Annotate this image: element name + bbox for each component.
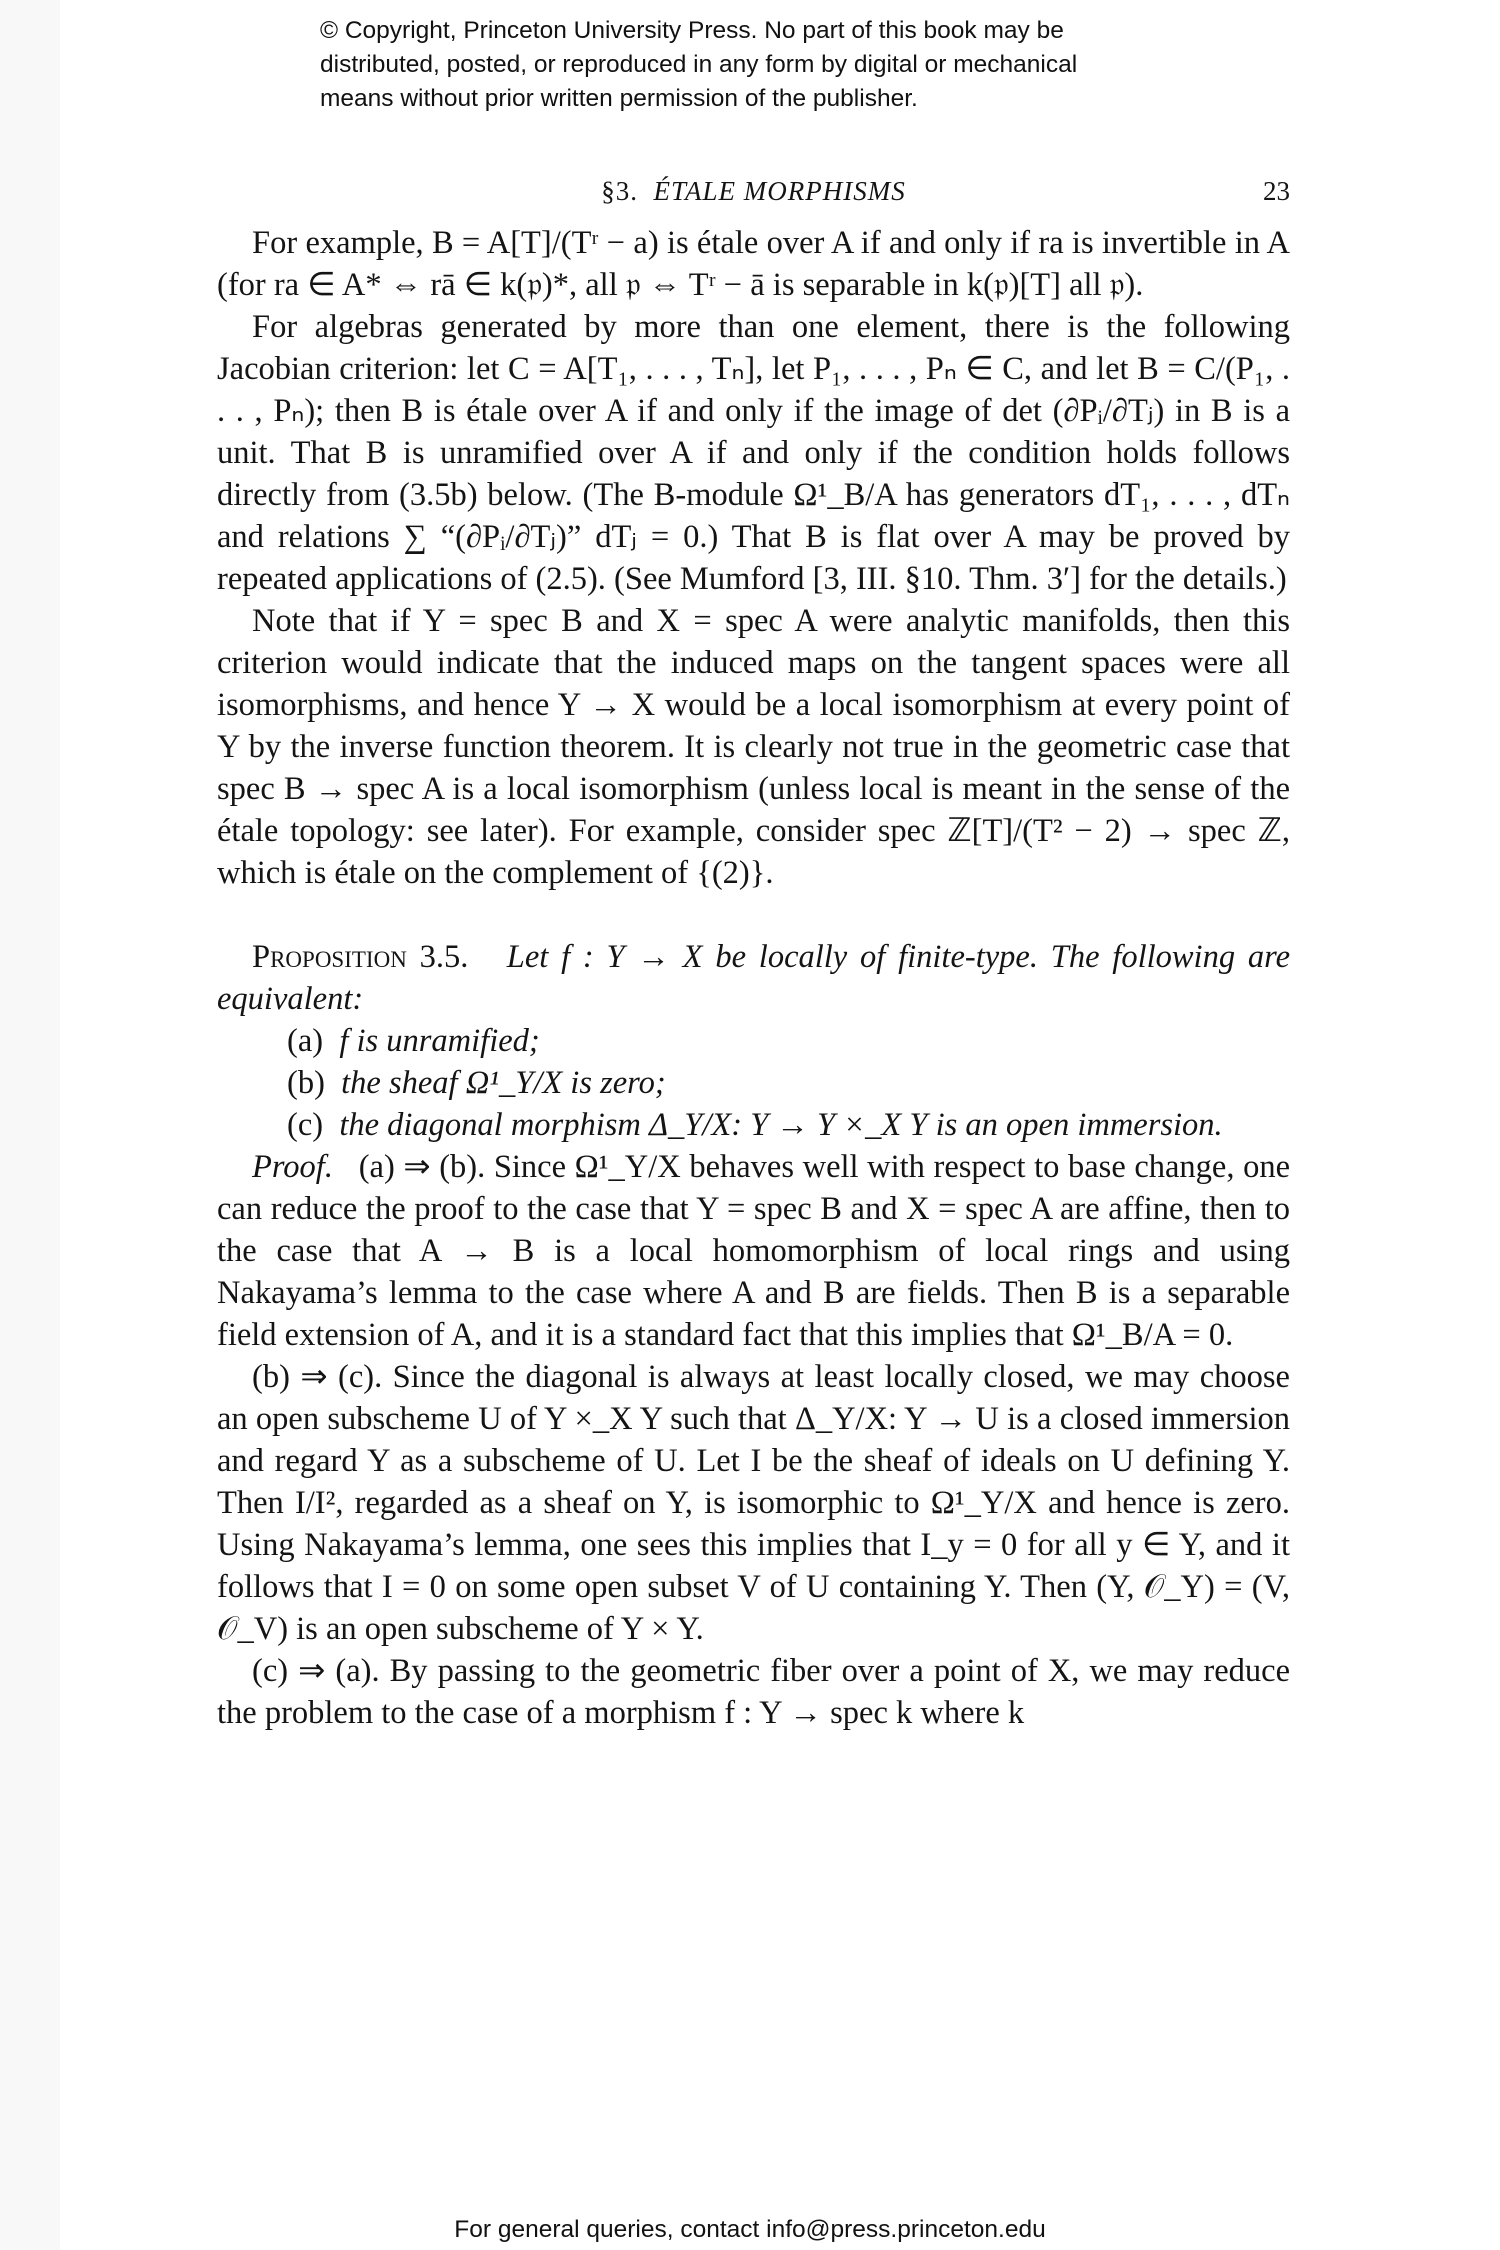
running-head — [217, 176, 1290, 216]
page-number: 23 — [1263, 176, 1290, 206]
section-title — [217, 176, 1290, 207]
item-label: (c) — [287, 1107, 324, 1143]
copyright-line: distributed, posted, or reproduced in any form by digital or mechanical — [320, 51, 1078, 78]
proof-text: (a) ⇒ (b). Since Ω¹_Y/X behaves well with respect to base change, one can reduce the proof to the case that Y = spec B and X = spec A are affine, then to the case that A → B is a local homomorphism of local rings and using Nakayama’s lemma to the case where A and B are fields. Then B is a separable field extension of A, and it is a standard fact that this implies that Ω¹_B/A = 0. — [217, 1149, 1291, 1353]
proposition-text: Let f : Y → X be locally of finite-type. The following are equivalent: — [217, 939, 1291, 1017]
proposition-item-c — [217, 1104, 1290, 1146]
proof-step-c-a: (c) ⇒ (a). By passing to the geometric fiber over a point of X, we may reduce the problem to the case of a morphism f : Y → spec k where k — [217, 1653, 1290, 1731]
paragraph-analytic-manifolds: Note that if Y = spec B and X = spec A were analytic manifolds, then this criterion would indicate that the induced maps on the tangent spaces were all isomorphisms, and hence Y → X would be a local isomorphism at every point of Y by the inverse function theorem. It is clearly not true in the geometric case that spec B → spec A is a local isomorphism (unless local is meant in the sense of the étale topology: see later). For example, consider spec ℤ[T]/(T² − 2) → spec ℤ, which is étale on the complement of {(2)}. — [217, 603, 1290, 891]
section-title-text: ÉTALE MORPHISMS — [653, 176, 906, 206]
page-margin-shading — [0, 0, 60, 2250]
item-text: the sheaf Ω¹_Y/X is zero; — [341, 1065, 666, 1101]
copyright-line: means without prior written permission of the publisher. — [320, 85, 918, 112]
proof-label: Proof. — [252, 1149, 333, 1185]
spacer — [217, 894, 1290, 936]
item-label: (a) — [287, 1023, 324, 1059]
paragraph-etale-example: For example, B = A[T]/(Tʳ − a) is étale over A if and only if ra is invertible in A (for ra ∈ A* ⇔ rā ∈ k(𝔭)*, all 𝔭 ⇔ Tʳ − ā is separable in k(𝔭)[T] all 𝔭). — [217, 225, 1290, 303]
footer-contact: For general queries, contact info@press.princeton.edu — [454, 2216, 1046, 2243]
proposition-label: Proposition 3.5. — [252, 939, 469, 975]
paragraph-jacobian-criterion: For algebras generated by more than one element, there is the following Jacobian criterion: let C = A[T₁, . . . , Tₙ], let P₁, . . . , Pₙ ∈ C, and let B = C/(P₁, . . . , Pₙ); then B is étale over A if and only if the image of det (∂Pᵢ/∂Tⱼ) in B is a unit. That B is unramified over A if and only if the condition holds follows directly from (3.5b) below. (The B-module Ω¹_B/A has generators dT₁, . . . , dTₙ and relations ∑ “(∂Pᵢ/∂Tⱼ)” dTⱼ = 0.) That B is flat over A may be proved by repeated applications of (2.5). (See Mumford [3, III. §10. Thm. 3′] for the details.) — [217, 309, 1290, 597]
section-mark: §3. — [601, 176, 639, 206]
proof-step-b-c: (b) ⇒ (c). Since the diagonal is always at least locally closed, we may choose an open subscheme U of Y ×_X Y such that Δ_Y/X: Y → U is a closed immersion and regard Y as a subscheme of U. Let I be the sheaf of ideals on U defining Y. Then I/I², regarded as a sheaf on Y, is isomorphic to Ω¹_Y/X and hence is zero. Using Nakayama’s lemma, one sees this implies that I_y = 0 for all y ∈ Y, and it follows that I = 0 on some open subset V of U containing Y. Then (Y, 𝒪_Y) = (V, 𝒪_V) is an open subscheme of Y × Y. — [217, 1359, 1290, 1647]
copyright-line: © Copyright, Princeton University Press. No part of this book may be — [320, 17, 1064, 44]
copyright-notice — [320, 14, 1220, 116]
item-label: (b) — [287, 1065, 325, 1101]
proposition-item-a — [217, 1020, 1290, 1062]
proof-step-a-b — [217, 1146, 1290, 1356]
proposition-statement — [217, 936, 1290, 1020]
page-body — [217, 222, 1290, 1734]
proposition-item-b — [217, 1062, 1290, 1104]
item-text: f is unramified; — [339, 1023, 540, 1059]
item-text: the diagonal morphism Δ_Y/X: Y → Y ×_X Y is an open immersion. — [339, 1107, 1223, 1143]
